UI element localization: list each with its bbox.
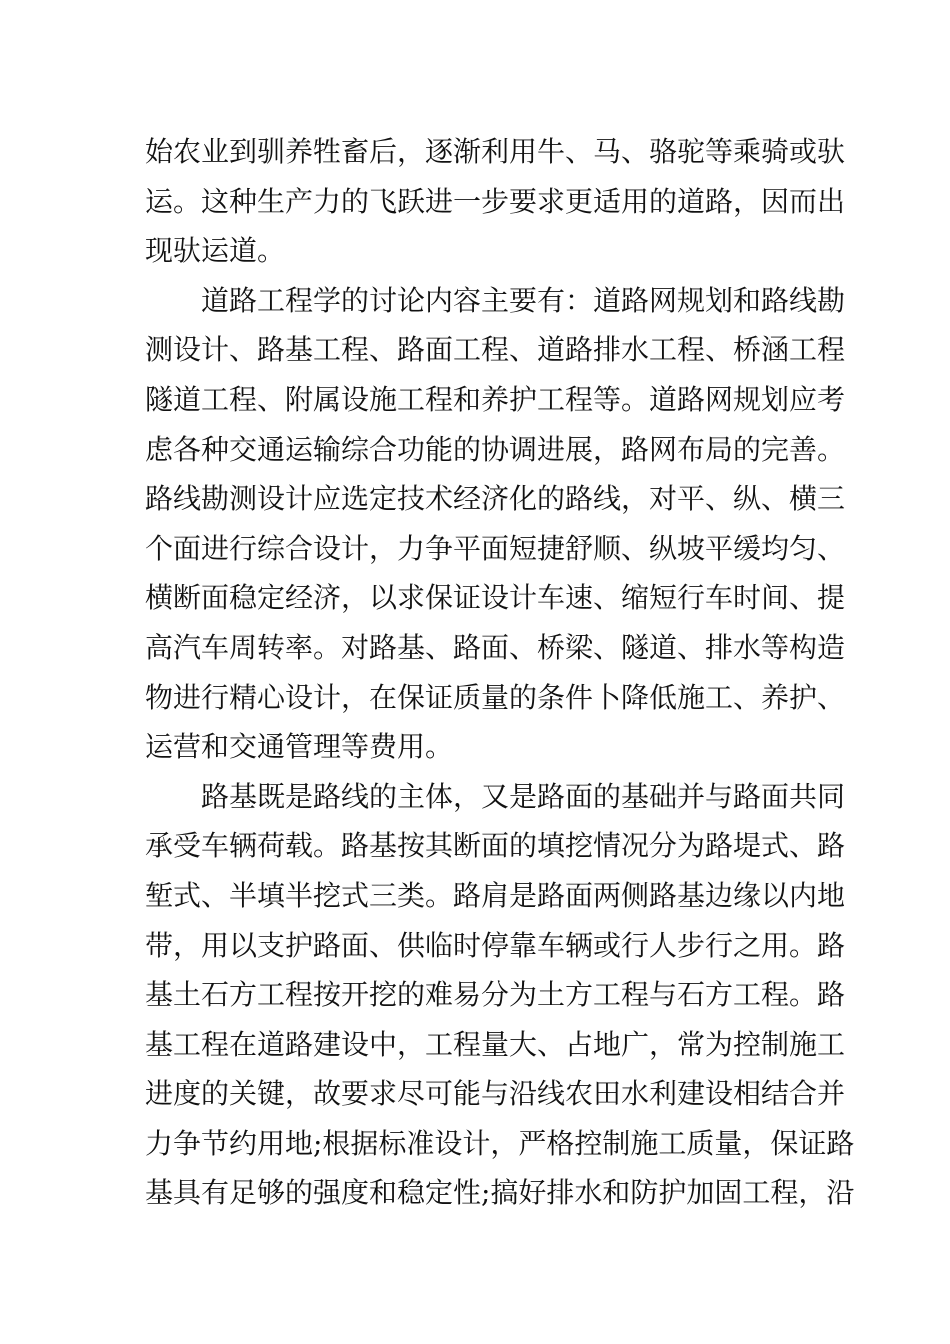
text-line: 基具有足够的强度和稳定性;搞好排水和防护加固工程，沿 [145,1176,855,1210]
text-line: 带，用以支护路面、供临时停靠车辆或行人步行之用。路 [145,928,846,962]
text-line: 虑各种交通运输综合功能的协调进展，路网布局的完善。 [145,432,846,466]
text-line: 进度的关键，故要求尽可能与沿线农田水利建设相结合并 [145,1077,846,1111]
text-line: 横断面稳定经济，以求保证设计车速、缩短行车时间、提 [145,581,846,615]
body-text [145,127,855,1218]
text-line: 隧道工程、附属设施工程和养护工程等。道路网规划应考 [145,382,846,416]
text-line: 始农业到驯养牲畜后，逐渐利用牛、马、骆驼等乘骑或驮 [145,135,846,168]
text-line: 力争节约用地;根据标准设计，严格控制施工质量，保证路 [145,1126,855,1160]
text-line: 现驮运道。 [145,234,286,268]
text-line: 运。这种生产力的飞跃进一步要求更适用的道路，因而出 [145,184,846,218]
text-line: 道路工程学的讨论内容主要有：道路网规划和路线勘 [201,283,846,317]
text-line: 测设计、路基工程、路面工程、道路排水工程、桥涵工程 [145,333,846,367]
text-line: 堑式、半填半挖式三类。路肩是路面两侧路基边缘以内地 [145,878,846,912]
text-line: 路基既是路线的主体，又是路面的基础并与路面共同 [201,779,846,813]
text-line: 高汽车周转率。对路基、路面、桥梁、隧道、排水等构造 [145,630,846,664]
text-line: 基土石方工程按开挖的难易分为土方工程与石方工程。路 [145,978,846,1012]
text-line: 个面进行综合设计，力争平面短捷舒顺、纵坡平缓均匀、 [145,531,846,565]
text-line: 物进行精心设计，在保证质量的条件卜降低施工、养护、 [145,680,846,714]
text-line: 承受车辆荷载。路基按其断面的填挖情况分为路堤式、路 [145,829,846,863]
text-line: 基工程在道路建设中，工程量大、占地广，常为控制施工 [145,1027,846,1061]
paragraph-1 [145,127,846,276]
paragraph-3 [145,772,855,1218]
paragraph-2 [145,276,846,772]
text-line: 路线勘测设计应选定技术经济化的路线，对平、纵、横三 [145,482,846,516]
text-line: 运营和交通管理等费用。 [145,730,454,764]
